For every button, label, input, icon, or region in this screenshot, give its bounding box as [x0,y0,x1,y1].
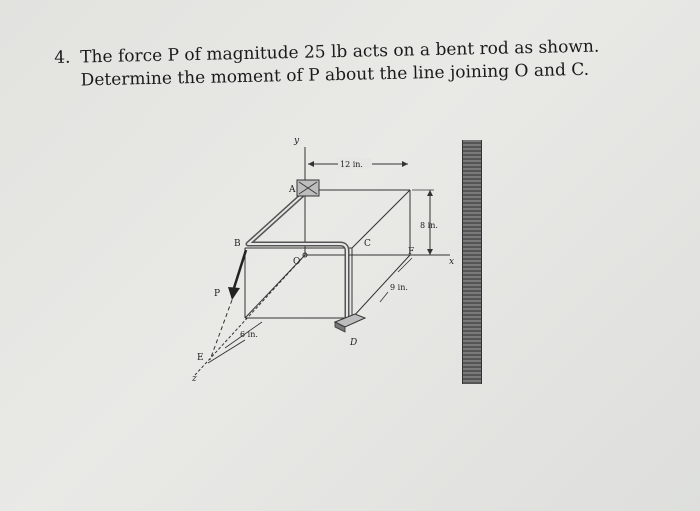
label-x: x [449,257,455,267]
force-p-arrow [234,250,246,288]
label-z: z [192,374,197,384]
label-d: D [350,338,358,348]
problem-text-line-2: Determine the moment of P about the line joining O and C. [80,59,590,91]
dim-12-label: 12 in. [340,160,363,169]
problem-number: 4. [54,47,71,68]
label-f: F [408,247,415,257]
box-edge [352,190,410,248]
label-e: E [197,353,204,363]
problem-text-line-1: The force P of magnitude 25 lb acts on a bent rod as shown. [80,36,600,68]
line-of-action [210,300,232,360]
label-b: B [234,239,241,249]
dim-8-label: 8 in. [420,221,438,230]
label-p: P [214,289,221,299]
dim-6-label: 6 in. [240,330,258,339]
label-o: O [293,257,301,267]
label-c: C [364,239,371,249]
bent-rod [248,188,347,318]
dim-9-label: 9 in. [390,283,408,292]
e-leader [208,340,245,363]
force-p-arrowhead [228,287,240,300]
label-y: y [294,136,300,146]
bent-rod-highlight [248,188,347,318]
label-a: A [289,185,296,195]
